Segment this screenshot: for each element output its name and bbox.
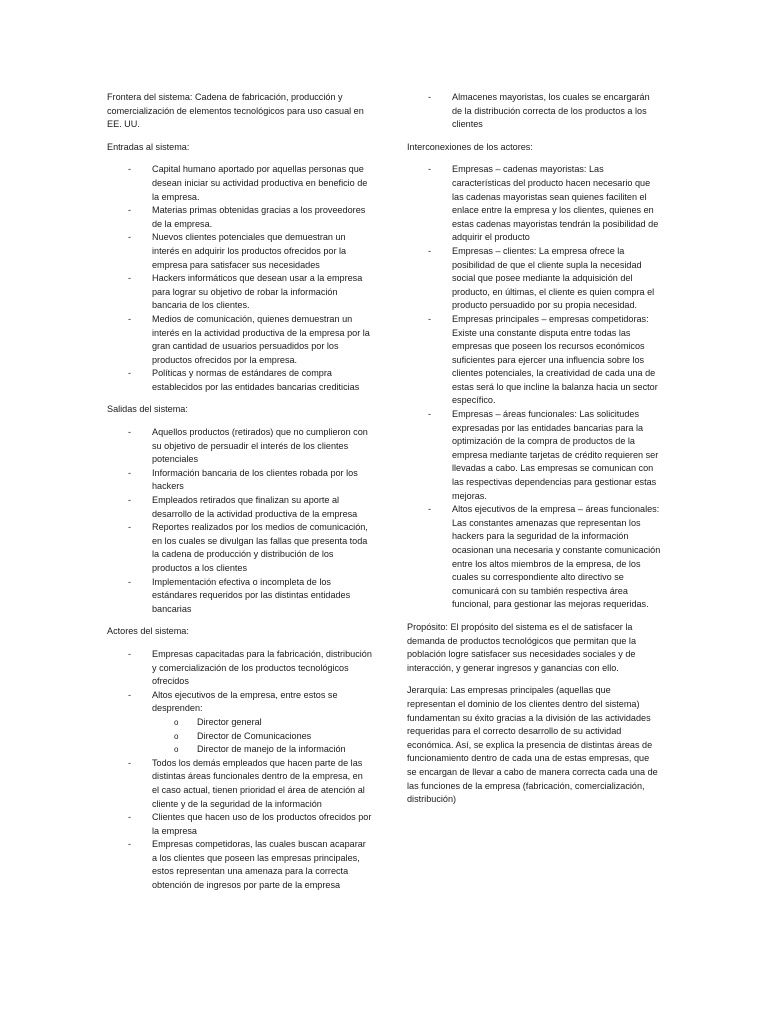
list-item: - Empresas capacitadas para la fabricación, distribución y comercialización de los productos tecnológicos ofrecidos (128, 648, 372, 687)
actors-list-continued (407, 91, 661, 132)
list-item: - Altos ejecutivos de la empresa – áreas funcionales: Las constantes amenazas que representan los hackers para la seguridad de la información ocasionan una necesaria y constante comunicación entre los altos miembros de la empresa, de los cuales su correspondiente alto directivo se comunicará con su también respectiva área funcional, para gestionar las mejoras requeridas. (428, 504, 661, 610)
sub-list-item: o Director de Comunicaciones (174, 730, 312, 741)
right-column (407, 91, 661, 816)
list-item: - Empresas – áreas funcionales: Las solicitudes expresadas por las entidades bancarias para la optimización de la compra de productos de la empresa mediante tarjetas de crédito requieren ser llevadas a cabo. Las empresas se comunican con las respectivas dependencias para gestionar estas mejoras. (428, 409, 659, 501)
left-column (107, 91, 372, 902)
list-item: - Políticas y normas de estándares de compra establecidos por las entidades bancarias crediticias (128, 368, 360, 392)
list-item: - Empresas competidoras, las cuales buscan acaparar a los clientes que poseen las empresas principales, estos representan una amenaza para la correcta obtención de ingresos por parte de la empresa (128, 839, 366, 891)
system-boundary-paragraph: Frontera del sistema: Cadena de fabricación, producción y comercialización de elementos tecnológicos para uso casual en EE. UU. (107, 92, 364, 130)
list-item: - Capital humano aportado por aquellas personas que desean iniciar su actividad productiva en beneficio de la empresa. (128, 164, 368, 202)
purpose-paragraph: Propósito: El propósito del sistema es el de satisfacer la demanda de productos tecnológicos que permitan que la población logre satisfacer sus necesidades sociales y de interacción, y generar ingresos y ganancias con ello. (407, 621, 637, 673)
inputs-heading: Entradas al sistema: (107, 141, 190, 152)
inputs-list (107, 163, 372, 394)
list-item: - Nuevos clientes potenciales que demuestran un interés en adquirir los productos ofrecidos por la empresa para satisfacer sus necesidades (128, 232, 347, 270)
list-item: - Medios de comunicación, quienes demuestran un interés en la actividad productiva de la empresa por la gran cantidad de usuarios persuadidos por los productos ofrecidos por la empresa. (128, 313, 370, 365)
list-item: - Almacenes mayoristas, los cuales se encargarán de la distribución correcta de los productos a los clientes (428, 92, 650, 130)
list-item: - Hackers informáticos que desean usar a la empresa para lograr su objetivo de robar la información bancaria de los clientes. (128, 273, 363, 311)
list-item: - Información bancaria de los clientes robada por los hackers (128, 467, 358, 492)
list-item: - Empresas principales – empresas competidoras: Existe una constante disputa entre todas las empresas que poseen los recursos económicos suficientes para ejercer una influencia sobre los clientes potenciales, la creatividad de cada una de estas será lo que incline la balanza hacia un sector específico. (428, 313, 658, 406)
sub-list-item: o Director de manejo de la información (174, 744, 346, 755)
list-item: - Altos ejecutivos de la empresa, entre estos se desprenden: o Director general o Director de Comunicaciones o Director de manejo de la información (107, 689, 372, 757)
interconnections-heading: Interconexiones de los actores: (407, 141, 533, 152)
actors-heading: Actores del sistema: (107, 626, 189, 637)
outputs-list (107, 426, 372, 616)
list-item: - Empleados retirados que finalizan su aporte al desarrollo de la actividad productiva de la empresa (128, 495, 358, 519)
list-item: - Materias primas obtenidas gracias a los proveedores de la empresa. (128, 205, 366, 229)
list-item: - Empresas – clientes: La empresa ofrece la posibilidad de que el cliente supla la necesidad social que posee mediante la adquisición del producto, en últimas, el cliente es quien compra el producto persuadido por su propia necesidad. (428, 245, 655, 311)
sub-list-item: o Director general (174, 716, 262, 727)
list-item: - Clientes que hacen uso de los productos ofrecidos por la empresa (128, 812, 372, 836)
list-item: - Aquellos productos (retirados) que no cumplieron con su objetivo de persuadir el interés de los clientes potenciales (128, 427, 368, 465)
actors-list (107, 648, 372, 893)
list-item: - Todos los demás empleados que hacen parte de las distintas áreas funcionales dentro de la empresa, en el caso actual, tienen prioridad el área de atención al cliente y de la seguridad de la información (128, 757, 365, 809)
hierarchy-paragraph: Jerarquía: Las empresas principales (aquellas que representan el dominio de los clientes dentro del sistema) fundamentan su éxito gracias a la división de las actividades requeridas para el correcto desarrollo de su actividad económica. Así, se explica la presencia de distintas áreas de funcionamiento dentro de cada una de estas empresas, que se encargan de llevar a cabo de manera correcta cada una de las funciones de la empresa (fabricación, comercialización, distribución) (407, 685, 658, 805)
list-item: - Implementación efectiva o incompleta de los estándares requeridos por las distintas entidades bancarias (128, 576, 351, 614)
list-item: - Reportes realizados por los medios de comunicación, en los cuales se divulgan las fallas que presenta toda la cadena de producción y distribución de los productos a los clientes (128, 522, 368, 573)
interconnections-list (407, 163, 661, 612)
list-item: - Empresas – cadenas mayoristas: Las características del producto hacen necesario que las cadenas mayoristas sean quienes faciliten el enlace entre la empresa y los clientes, quienes en estas cadenas mayoristas tendrán la posibilidad de adquirir el producto (428, 164, 659, 243)
sub-list (152, 716, 372, 757)
outputs-heading: Salidas del sistema: (107, 404, 188, 415)
